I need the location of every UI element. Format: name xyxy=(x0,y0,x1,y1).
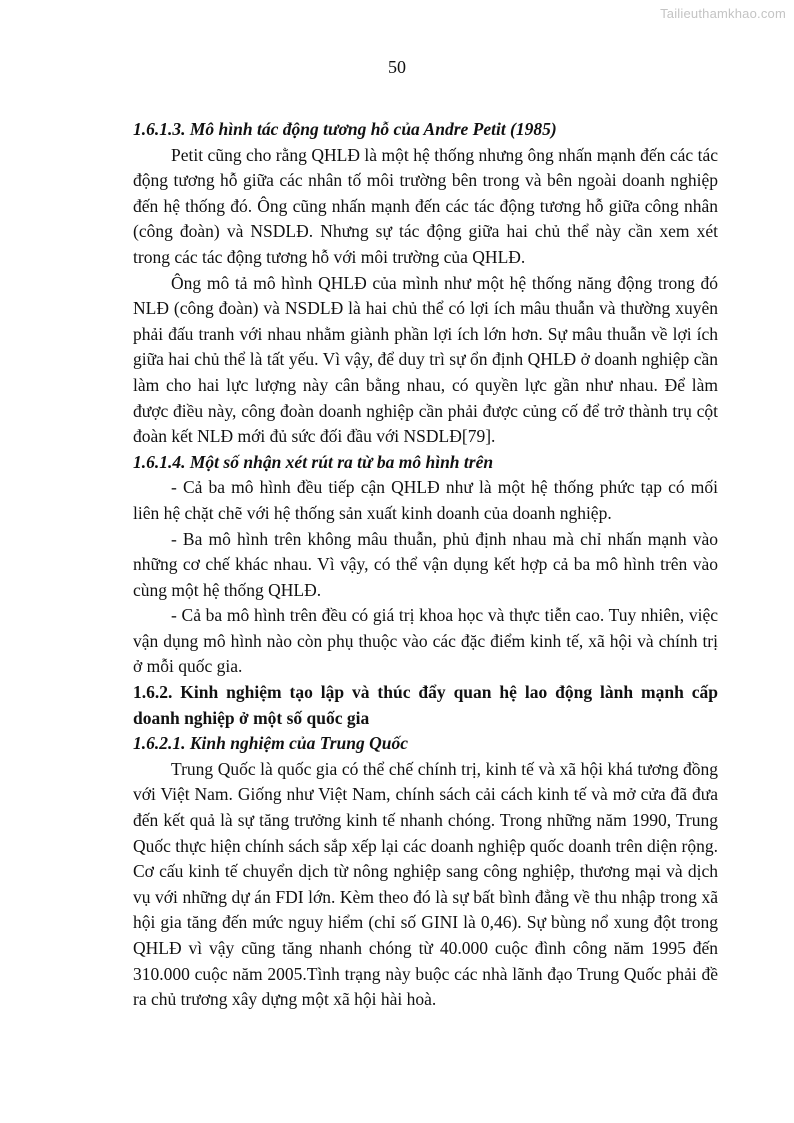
section-heading: 1.6.1.3. Mô hình tác động tương hỗ của Andre Petit (1985) xyxy=(133,119,557,139)
section-heading: 1.6.2.1. Kinh nghiệm của Trung Quốc xyxy=(133,733,409,754)
paragraph: - Ba mô hình trên không mâu thuẫn, phủ định nhau mà chỉ nhấn mạnh vào những cơ chế khác nhau. Vì vậy, có thể vận dụng kết hợp cả ba mô hình trên vào cùng một hệ thống QHLĐ. xyxy=(133,528,718,600)
paragraph: - Cả ba mô hình đều tiếp cận QHLĐ như là một hệ thống phức tạp có mối liên hệ chặt chẽ với hệ thống sản xuất kinh doanh của doanh nghiệp. xyxy=(133,477,718,523)
watermark: Tailieuthamkhao.com xyxy=(660,6,786,21)
page-number: 50 xyxy=(388,57,406,77)
paragraph: Petit cũng cho rằng QHLĐ là một hệ thống nhưng ông nhấn mạnh đến các tác động tương hỗ giữa các nhân tố môi trường bên trong và bên ngoài doanh nghiệp đến hệ thống đó. Ông cũng nhấn mạnh đến các tác động tương hỗ giữa công nhân (công đoàn) và NSDLĐ. Nhưng sự tác động giữa hai chủ thể này cần xem xét trong các tác động tương hỗ với môi trường của QHLĐ. xyxy=(133,144,718,267)
document-body xyxy=(133,117,718,1013)
section-heading: 1.6.2. Kinh nghiệm tạo lập và thúc đẩy quan hệ lao động lành mạnh cấp doanh nghiệp ở một số quốc gia xyxy=(133,682,718,728)
paragraph: Ông mô tả mô hình QHLĐ của mình như một hệ thống năng động trong đó NLĐ (công đoàn) và NSDLĐ là hai chủ thể có lợi ích mâu thuẫn và thường xuyên phải đấu tranh với nhau nhằm giành phần lợi ích lớn hơn. Sự mâu thuẫn về lợi ích giữa hai chủ thể là tất yếu. Vì vậy, để duy trì sự ổn định QHLĐ ở doanh nghiệp cần làm cho hai lực lượng này cân bằng nhau, có quyền lực gần như nhau. Để làm được điều này, công đoàn doanh nghiệp cần phải được củng cố để trở thành trụ cột đoàn kết NLĐ mới đủ sức đối đầu với NSDLĐ[79]. xyxy=(133,272,718,447)
paragraph: - Cả ba mô hình trên đều có giá trị khoa học và thực tiễn cao. Tuy nhiên, việc vận dụng mô hình nào còn phụ thuộc vào các đặc điểm kinh tế, xã hội và chính trị ở mỗi quốc gia. xyxy=(133,605,718,677)
section-heading: 1.6.1.4. Một số nhận xét rút ra từ ba mô hình trên xyxy=(133,451,494,472)
paragraph: Trung Quốc là quốc gia có thể chế chính trị, kinh tế và xã hội khá tương đồng với Việt Nam. Giống như Việt Nam, chính sách cải cách kinh tế và mở cửa đã đưa đến kết quả là sự tăng trưởng kinh tế nhanh chóng. Trong những năm 1990, Trung Quốc thực hiện chính sách sắp xếp lại các doanh nghiệp quốc doanh trên diện rộng. Cơ cấu kinh tế chuyển dịch từ nông nghiệp sang công nghiệp, thương mại và dịch vụ với những dự án FDI lớn. Kèm theo đó là sự bất bình đẳng về thu nhập trong xã hội gia tăng đến mức nguy hiểm (chỉ số GINI là 0,46). Sự bùng nổ xung đột trong QHLĐ vì vậy cũng tăng nhanh chóng từ 40.000 cuộc đình công năm 1995 đến 310.000 cuộc năm 2005.Tình trạng này buộc các nhà lãnh đạo Trung Quốc phải đề ra chủ trương xây dựng một xã hội hài hoà. xyxy=(133,758,718,1010)
